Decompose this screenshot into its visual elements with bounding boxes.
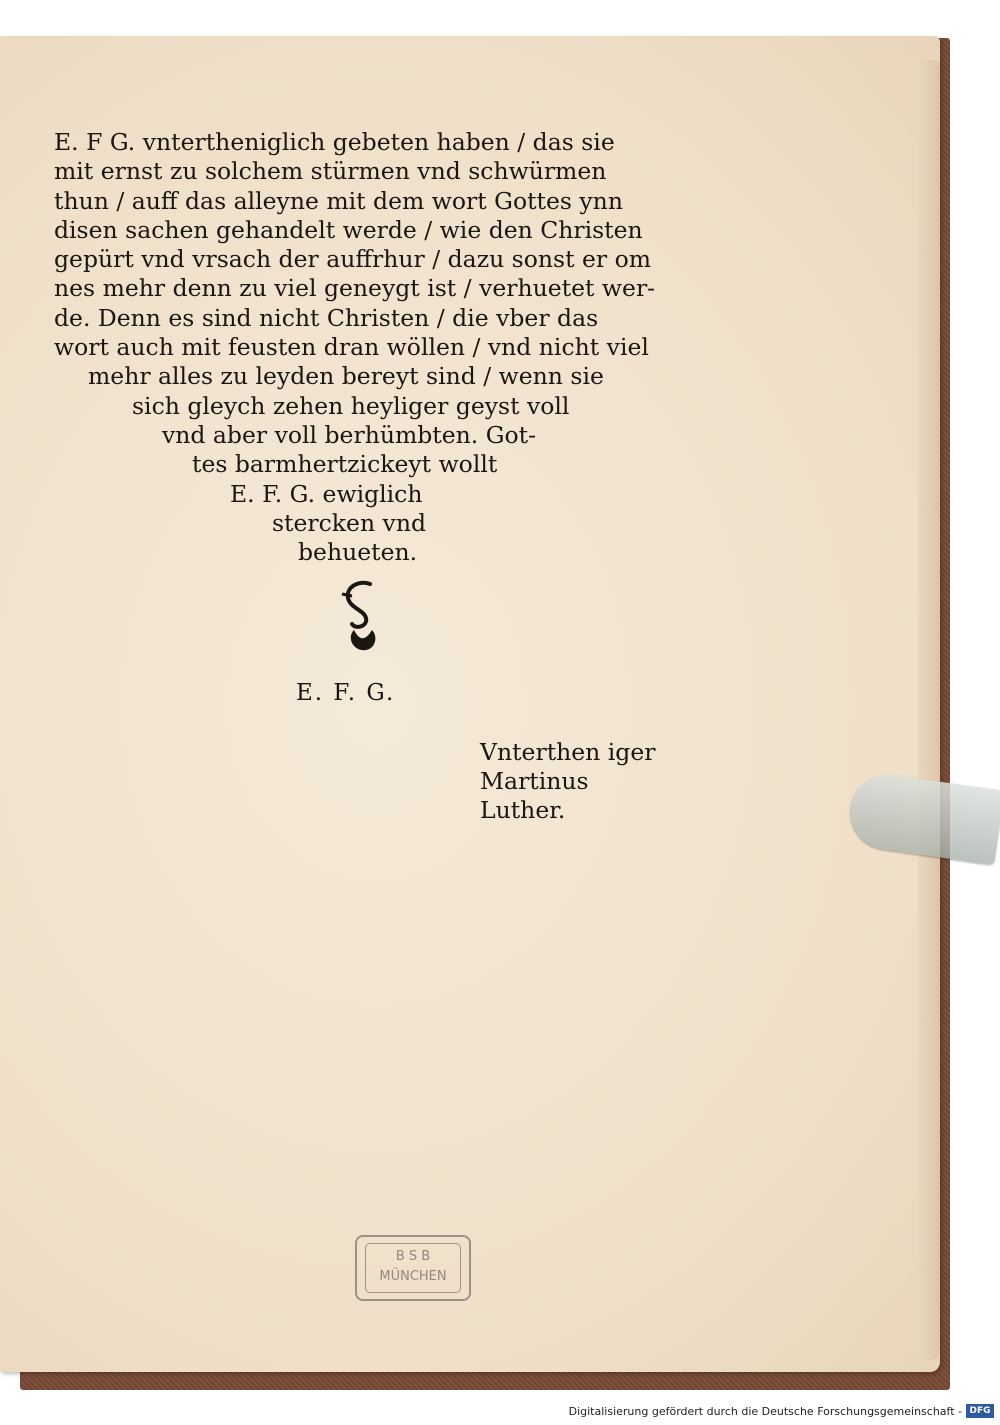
text-line: vnd aber voll berhümbten. Got- xyxy=(162,420,537,449)
text-line: behueten. xyxy=(298,538,418,567)
text-line: gepürt vnd vrsach der auffrhur / dazu sonst er om xyxy=(54,245,652,274)
signature-block xyxy=(480,738,655,825)
closing-abbreviation: E. F. G. xyxy=(296,680,396,706)
stamp-frame xyxy=(365,1243,461,1293)
page-edge xyxy=(918,60,940,1360)
text-line: wort auch mit feusten dran wöllen / vnd nicht viel xyxy=(54,333,649,362)
signature-line: Martinus xyxy=(480,767,589,795)
stamp-line: MÜNCHEN xyxy=(379,1269,447,1284)
footer-credit: Digitalisierung gefördert durch die Deutsche Forschungsgemeinschaft - xyxy=(568,1405,962,1418)
stamp-line: B S B xyxy=(395,1249,431,1264)
text-line: mit ernst zu solchem stürmen vnd schwürmen xyxy=(54,157,607,186)
text-line: mehr alles zu leyden bereyt sind / wenn sie xyxy=(88,362,604,391)
text-line: de. Denn es sind nicht Christen / die vber das xyxy=(54,303,599,332)
text-line: disen sachen gehandelt werde / wie den Christen xyxy=(54,215,643,244)
text-line: E. F G. vntertheniglich gebeten haben / das sie xyxy=(54,128,615,156)
signature-line: Luther. xyxy=(480,796,566,824)
library-stamp xyxy=(355,1235,471,1301)
text-line: tes barmhertzickeyt wollt xyxy=(192,450,498,479)
text-line: thun / auff das alleyne mit dem wort Gottes ynn xyxy=(54,186,623,215)
fleuron-icon xyxy=(332,578,392,658)
text-line: nes mehr denn zu viel geneygt ist / verhuetet wer- xyxy=(54,274,656,303)
text-line: stercken vnd xyxy=(272,508,427,537)
body-text xyxy=(54,128,694,567)
text-line: E. F. G. ewiglich xyxy=(230,479,423,508)
text-line: sich gleych zehen heyliger geyst voll xyxy=(132,391,570,420)
signature-line: Vnterthen iger xyxy=(480,738,656,766)
dfg-logo: DFG xyxy=(966,1404,994,1418)
